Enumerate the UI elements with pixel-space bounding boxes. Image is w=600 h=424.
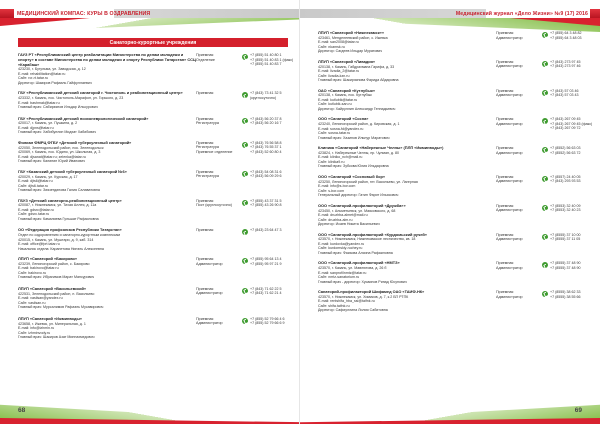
- entry-info: [318, 31, 496, 54]
- entry-role: Приемная: [196, 140, 214, 145]
- entry-name: ООО «Санаторий «Сосновый бор»: [318, 173, 386, 179]
- entry-name: ОАО «Санаторий «Кутлубык»: [318, 87, 375, 93]
- entry-email[interactable]: E-mail: sosna-fd@yandex.ru: [318, 126, 364, 131]
- entry-phones: [242, 228, 290, 251]
- entry-email[interactable]: E-mail: office@fprt.tatar.ru: [18, 242, 60, 247]
- entry-info: [18, 257, 196, 280]
- entry-phones: [242, 53, 294, 85]
- listing-entry: [18, 52, 294, 85]
- entry-line: 420015, г. Казань, ул. Муштари, д. 9, каб. 314: [18, 237, 94, 242]
- listing-entry: [318, 146, 590, 169]
- entry-email[interactable]: E-mail: bakirovo@tatar.ru: [18, 266, 59, 271]
- entry-email[interactable]: E-mail: info@izhmin.ru: [18, 326, 55, 331]
- entry-name: ЛПУП «Санаторий «Васильевский»: [18, 285, 87, 291]
- entry-line: Главный врач: Мурсалимов Рафаэль Мусавирович: [18, 305, 104, 310]
- entry-roles: [196, 257, 242, 280]
- entry-role: Администратор: [496, 265, 523, 270]
- entry-line: Главный врач: Шакиров Азат Миннахмедович: [18, 335, 95, 340]
- entry-line: 423570, г. Казань, ул. Мавлютова, д. 26 б: [318, 266, 387, 271]
- entry-line: Директор: Сафиуллина Лилия Сабитовна: [318, 308, 388, 313]
- entry-info: [318, 60, 496, 83]
- entry-info: [18, 199, 196, 222]
- entry-line: 420017, г. Казань, ул. Пушкина, д. 2: [18, 121, 78, 126]
- entry-phones: [542, 261, 590, 284]
- entry-email[interactable]: E-mail: livadia_2@tatar.ru: [318, 69, 360, 74]
- entry-roles: [196, 228, 242, 251]
- entry-role: Приемное отделение: [196, 149, 233, 154]
- phone-icon: [242, 142, 248, 148]
- entry-email[interactable]: E-mail: kutlubik@tatar.ru: [318, 97, 358, 102]
- entry-roles: [496, 89, 542, 112]
- entry-phone[interactable]: +7 (8555) 37 10 00: [550, 232, 581, 237]
- entry-line: Главный врач - директор: Хусаинов Ринад Юсупович: [318, 279, 407, 284]
- entry-email[interactable]: E-mail: druzhba-almet@mail.ru: [318, 213, 368, 218]
- entry-phone[interactable]: +7 (843) 273 97 46: [550, 64, 581, 69]
- listing-entry: [318, 116, 593, 140]
- entry-website[interactable]: Сайт: nkamsk.ru: [318, 44, 345, 49]
- entry-phone[interactable]: +7 (855) 95 64 13 4: [250, 257, 282, 262]
- entry-role: Приемная: [496, 174, 514, 179]
- phone-icon: [542, 234, 548, 240]
- entry-phones: [242, 257, 290, 280]
- entry-line: 420029, г. Казань, ул. Курская, д. 17: [18, 174, 78, 179]
- entry-roles: [496, 290, 542, 313]
- entry-phone[interactable]: +7 (855) 64 3 48 03: [550, 35, 582, 40]
- entry-phone[interactable]: +7 (855) 52 79 66 6 9: [250, 321, 285, 326]
- entry-phone[interactable]: +7 (855) 43 26 90 8: [250, 203, 282, 208]
- left-header-title: МЕДИЦИНСКИЙ КОМПАС: КУРЫ В ОЗДРАВЛЕНИЯ: [17, 10, 151, 17]
- entry-role: Приемная: [196, 316, 214, 321]
- entry-role: Администратор: [496, 294, 523, 299]
- entry-email[interactable]: E-mail: sanprofilnmtz@tatar.ru: [318, 270, 367, 275]
- entry-line: 422531, Зеленодольский район, п. Васильево: [18, 291, 95, 296]
- entry-phones: [542, 204, 590, 227]
- entry-roles: [496, 204, 542, 227]
- entry-phone[interactable]: +7 (8555) 37 11 05: [550, 237, 581, 242]
- entry-role: Администратор: [496, 64, 523, 69]
- entry-roles: [196, 117, 242, 135]
- right-entries-list: [318, 30, 593, 313]
- entry-role: Администратор: [496, 208, 523, 213]
- entry-line: Главный врач: Шакирзянова Фарида Айдаровна: [318, 78, 399, 83]
- entry-roles: [496, 31, 542, 54]
- listing-entry: [18, 199, 290, 222]
- entry-role: Приемная: [196, 257, 214, 262]
- entry-line: 423240, Лениногорский район, д. Кировская, д. 1: [318, 122, 400, 127]
- entry-phone[interactable]: +7 (843) 52 60 80 4: [250, 149, 282, 154]
- entry-info: [18, 317, 196, 340]
- entry-info: [318, 290, 496, 313]
- phone-icon: [542, 90, 548, 96]
- entry-email[interactable]: E-mail: rentshifa_hba_ssi@taifnk.ru: [318, 299, 375, 304]
- entry-phones: [542, 60, 590, 83]
- entry-website[interactable]: Сайт: druzhba-alm.ru: [318, 217, 353, 222]
- entry-email[interactable]: E-mail: bashmak@tatar.ru: [18, 100, 60, 105]
- entry-role: Администратор: [496, 179, 523, 184]
- entry-line: Главный врач: Камалиева Гульшат Рафаиловна: [18, 216, 99, 221]
- entry-phone[interactable]: +7 (855) 95 97 21 9: [250, 261, 282, 266]
- entry-website[interactable]: Сайт: nmtz-sanatorium.ru: [318, 275, 360, 280]
- entry-phone[interactable]: +7 (843) 267 09 45 (факс): [550, 121, 593, 126]
- entry-line: Директор: Хайруллин Александр Геннадьевич: [318, 106, 396, 111]
- entry-phones: [542, 175, 590, 198]
- entry-phone[interactable]: +7 (8555) 38 62 33: [550, 290, 581, 295]
- entry-roles: [496, 175, 542, 198]
- entry-role: Приемная: [196, 286, 214, 291]
- entry-website[interactable]: Сайт: rcr-rt.tatar.ru: [18, 76, 49, 81]
- entry-name: ОО «Федерация профсоюзов Республики Татарстан»: [18, 227, 122, 233]
- listing-entry: [318, 233, 590, 256]
- entry-role: Регистратура: [196, 121, 219, 126]
- entry-role: Администратор: [196, 321, 223, 326]
- entry-phone[interactable]: (круглосуточно): [250, 95, 277, 100]
- entry-phone[interactable]: +7 (843) 71 62 21 4: [250, 291, 282, 296]
- entry-phones: [542, 233, 590, 256]
- entry-phone[interactable]: +7 (843) 23 64 47 3: [250, 228, 282, 233]
- entry-phone[interactable]: +7 (843) 56 09 29 6: [250, 174, 282, 179]
- entry-phone[interactable]: +7 (843) 76 56 58 8: [250, 140, 282, 145]
- entry-line: Главный врач: Калинин Юрий Иванович: [18, 159, 86, 164]
- entry-info: [318, 146, 496, 169]
- entry-role: Приемная: [496, 203, 514, 208]
- entry-email[interactable]: E-mail: djpns@tatar.ru: [18, 125, 54, 130]
- entry-name: ЛПУП «Санаторий «Бакирово»: [18, 256, 78, 262]
- entry-info: [18, 228, 196, 251]
- entry-role: Приемная: [196, 91, 214, 96]
- entry-name: ГБУ «Республиканский детский санаторий г. Чистополь и реабилитационный центр»: [18, 90, 183, 96]
- entry-phones: [242, 287, 290, 310]
- entry-line: Главный врач: Зиязетдинова Галия Салаватовна: [18, 188, 100, 193]
- entry-phones: [242, 141, 290, 164]
- entry-phone[interactable]: +7 (843) 267 09 45: [550, 117, 581, 122]
- listing-entry: [318, 290, 590, 313]
- entry-line: 420138, г. Казань, пос. Кутлубык: [318, 93, 372, 98]
- entry-email[interactable]: E-mail: djsanat@tatar.ru; zelenka@tatar.ru: [18, 154, 86, 159]
- entry-line: 423461, Менделеевский район, с. Ижевка: [318, 35, 388, 40]
- entry-phone[interactable]: +7 (843) 57 03 43: [550, 93, 579, 98]
- entry-role: Администратор: [496, 35, 523, 40]
- entry-phones: [542, 89, 590, 112]
- entry-phone[interactable]: +7 (855) 43 37 31 5: [250, 198, 282, 203]
- entry-phone[interactable]: +7 (8555) 37 48 90: [550, 265, 581, 270]
- entry-roles: [196, 91, 242, 109]
- entry-role: Администратор: [196, 291, 223, 296]
- phone-icon: [542, 291, 548, 297]
- entry-role: Приемная: [496, 290, 514, 295]
- entry-role: Регистратура: [196, 174, 219, 179]
- entry-line: Главный врач: Зубкова Юлия Ильдаровна: [318, 164, 389, 169]
- entry-role: Приемная: [196, 169, 214, 174]
- section-banner: [18, 38, 288, 47]
- entry-role: Приемная: [496, 31, 514, 35]
- right-page: [300, 0, 600, 424]
- entry-name: Санаторий-профилакторий Шифамед ОАО «ТАИФ-НК»: [318, 289, 425, 295]
- entry-email[interactable]: E-mail: info@s-bor.com: [318, 184, 356, 189]
- entry-website[interactable]: Сайт: gdsrc.tatar.ru: [18, 212, 50, 217]
- entry-role: Приемная: [496, 59, 514, 64]
- entry-website[interactable]: Сайт: izhminvody.ru: [18, 330, 51, 335]
- entry-phones: [242, 117, 290, 135]
- entry-name: ЛПУП «Санаторий «Ижминводы»: [18, 315, 82, 321]
- entry-roles: [496, 60, 542, 83]
- entry-role: Приемная: [496, 261, 514, 266]
- left-entries-list: [18, 52, 294, 340]
- entry-phone[interactable]: +7 (843) 73 41 32 5: [250, 91, 282, 96]
- entry-role: Приемная: [196, 198, 214, 203]
- entry-email[interactable]: E-mail: djts6@tatar.ru: [18, 179, 53, 184]
- entry-line: 423450, г. Альметьевск, ул. Маяковского, д. 68: [318, 208, 396, 213]
- section-title: Санаторно-курортные учреждения: [109, 39, 197, 46]
- entry-name: Филиал ФМРЦ ФГБУ «Детский туберкулезный санаторий»: [18, 139, 132, 145]
- entry-roles: [496, 233, 542, 256]
- entry-role: Приемная: [196, 116, 214, 121]
- entry-roles: [196, 287, 242, 310]
- entry-info: [18, 287, 196, 310]
- entry-phone[interactable]: +7 (843) 273 97 45: [550, 59, 581, 64]
- entry-phone[interactable]: +7 (855) 51 40 80 1: [250, 53, 282, 57]
- phone-icon: [242, 288, 248, 294]
- entry-website[interactable]: Сайт: kutlubik-san.ru: [318, 102, 352, 107]
- entry-phone[interactable]: +7 (843) 293 93 53: [550, 179, 581, 184]
- entry-email[interactable]: E-mail: kliniko_nch@mail.ru: [318, 155, 363, 160]
- entry-phone[interactable]: +7 (855) 51 40 83 7: [250, 62, 282, 66]
- entry-name: ООО «Санаторий «Сосна»: [318, 116, 369, 122]
- entry-line: 423570, г. Нижнекамск, Нижнекамское лесничество, кв. 18: [318, 237, 416, 242]
- phone-icon: [242, 54, 248, 60]
- entry-line: Главный врач: Сабирзянов Ильдар Ильсурович: [18, 105, 98, 110]
- entry-website[interactable]: Сайт: shifa.taifnk.ru: [318, 303, 350, 308]
- listing-entry: [18, 317, 290, 340]
- entry-name: ЛПУП «Санаторий «Нижнекамск»»: [318, 30, 385, 35]
- entry-name: ГАУЗ РТ «Республиканский центр реабилитации Министерства по делам молодежи и спорту» в составе Министерства по делам молодежи и спорту Республики Татарстан» ССЦ «Карабаш»: [18, 52, 196, 67]
- entry-role: Администратор: [496, 150, 523, 155]
- listing-entry: [18, 170, 290, 193]
- entry-phone[interactable]: +7 (843) 56 20 37 8: [250, 116, 282, 121]
- phone-icon: [542, 32, 548, 38]
- entry-phones: [242, 91, 290, 109]
- entry-phones: [542, 290, 590, 313]
- listing-entry: [18, 91, 290, 109]
- entry-phone[interactable]: +7 (843) 76 55 37 1: [250, 145, 282, 150]
- entry-line: Директор: Сагдеев Ильдар Муратович: [318, 49, 383, 54]
- entry-info: [18, 117, 196, 135]
- entry-phone[interactable]: +7 (8553) 32 40 09: [550, 203, 581, 208]
- entry-phone[interactable]: +7 (855) 51 40 83 1 (факс): [250, 57, 294, 62]
- phone-icon: [242, 171, 248, 177]
- entry-roles: [196, 141, 242, 164]
- entry-info: [318, 233, 496, 256]
- entry-role: Приемная: [196, 53, 214, 57]
- entry-info: [18, 53, 196, 85]
- entry-phone[interactable]: +7 (843) 57 03 46: [550, 88, 579, 93]
- left-header-bar: [0, 9, 300, 18]
- phone-icon: [242, 258, 248, 264]
- entry-phone[interactable]: +7 (8555) 38 55 66: [550, 294, 581, 299]
- entry-role: Регистратура: [196, 145, 219, 150]
- entry-phone[interactable]: +7 (843) 56 20 16 7: [250, 121, 282, 126]
- entry-line: Начальник отдела: Карапетова Нинэль Алексеевна: [18, 246, 104, 251]
- entry-name: ЛПУП «Санаторий «Ливадия»: [318, 58, 376, 64]
- entry-phones: [542, 31, 590, 54]
- entry-roles: [496, 261, 542, 284]
- entry-roles: [196, 199, 242, 222]
- entry-line: 423250, Лениногорский район, пгт. Васильево, ул. Лагерная: [318, 179, 418, 184]
- entry-name: Клиника «Санаторий «Набережные Челны» (ПЛП «Ижминводы»): [318, 145, 444, 151]
- entry-info: [18, 91, 196, 109]
- entry-line: Директор: Исаев Никита Васильевич: [318, 222, 380, 227]
- entry-line: Отдел по оздоровлению и санаторно-курортным комплексам: [18, 233, 121, 238]
- listing-entry: [318, 31, 590, 54]
- entry-phones: [542, 146, 590, 169]
- entry-name: ГБУ «Республиканский детский психоневрологический санаторий»: [18, 115, 149, 121]
- entry-roles: [496, 146, 542, 169]
- phone-icon: [242, 92, 248, 98]
- listing-entry: [318, 204, 590, 227]
- entry-role: Администратор: [196, 261, 223, 266]
- entry-info: [318, 175, 496, 198]
- entry-name: ООО «Санаторий-профилакторий «Курдомьский ручей»: [318, 231, 427, 237]
- entry-email[interactable]: E-mail: rehabilitation@tatar.ru: [18, 71, 66, 76]
- phone-icon: [542, 262, 548, 268]
- phone-icon: [542, 176, 548, 182]
- entry-website[interactable]: Сайт: livadia-kzn.ru: [318, 73, 350, 78]
- entry-phone[interactable]: +7 (8557) 24 40 05: [550, 174, 581, 179]
- entry-roles: [196, 170, 242, 193]
- entry-line: 423332, г. Казань, пос. Чистополь-Марафон, ул. Горького, д. 23: [18, 96, 124, 101]
- entry-roles: [196, 53, 242, 85]
- entry-line: Главный врач: Хабибуллин Мидхат Хабибович: [18, 130, 97, 135]
- entry-phone[interactable]: +7 (8555) 37 48 90: [550, 261, 581, 266]
- header-red-accent: [0, 9, 14, 18]
- phone-icon: [542, 205, 548, 211]
- listing-entry: [318, 261, 590, 284]
- entry-info: [318, 261, 496, 284]
- entry-phones: [542, 117, 593, 140]
- page-number: 68: [18, 407, 26, 414]
- entry-phone[interactable]: +7 (8552) 56 63 72: [550, 150, 581, 155]
- entry-role: Приемная: [496, 232, 514, 237]
- entry-line: 423658, г. Ижевск, ул. Минеральная, д. 1: [18, 321, 86, 326]
- entry-line: Главный врач: Хазипов Ильнур Маратович: [318, 135, 390, 140]
- listing-entry: [318, 175, 590, 198]
- entry-role: Приемная: [496, 88, 514, 93]
- entry-name: ООО «Санаторий-профилакторий «НМТЗ»: [318, 260, 400, 266]
- phone-icon: [242, 318, 248, 324]
- entry-line: 420138, г. Казань, Габдрахмана Гарифа, д. 33: [318, 64, 395, 69]
- entry-email[interactable]: E-mail: gdsrc@tatar.ru: [18, 207, 54, 212]
- entry-website[interactable]: Сайт: sosna-tatar.ru: [318, 131, 351, 136]
- entry-website[interactable]: Сайт: s-bor.com: [318, 188, 345, 193]
- entry-role: Пост (круглосуточно): [196, 203, 233, 208]
- listing-entry: [18, 228, 290, 251]
- entry-role: Приемная: [496, 146, 514, 151]
- entry-role: Администратор: [496, 93, 523, 98]
- entry-line: 422050, Зеленодольский район, пос. Зеленодольск: [18, 145, 104, 150]
- phone-icon: [542, 147, 548, 153]
- entry-line: 423230, г. Бугульма, ул. Заводская, д. 12: [18, 67, 86, 72]
- entry-name: ГБУ «Казанский детский туберкулезный санаторий №6»: [18, 168, 127, 174]
- entry-role: Отделение: [196, 57, 215, 62]
- entry-website[interactable]: Сайт: kurdomskiy-ruchey.ru: [318, 246, 363, 251]
- entry-info: [318, 204, 496, 227]
- phone-icon: [542, 118, 548, 124]
- entry-role: Приемная: [196, 228, 214, 233]
- entry-phone[interactable]: +7 (8553) 32 40 23: [550, 208, 581, 213]
- listing-entry: [18, 257, 290, 280]
- entry-phone[interactable]: +7 (843) 267 09 72: [550, 126, 581, 131]
- entry-phone[interactable]: +7 (843) 71 62 22 5: [250, 286, 282, 291]
- page-number: 69: [574, 407, 582, 414]
- entry-email[interactable]: E-mail: kurdovka@yandex.ru: [318, 241, 365, 246]
- entry-phone[interactable]: +7 (855) 64 3 48 82: [550, 31, 582, 35]
- entry-line: 420087, г. Нижнекамск, ул. Тихая Аллея, д. 11а: [18, 203, 97, 208]
- entry-line: Главный врач: Ибрагимов Марат Мансурович: [18, 275, 95, 280]
- listing-entry: [18, 141, 290, 164]
- entry-info: [18, 141, 196, 164]
- entry-name: ГБУЗ «Детский санаторно-реабилитационный центр»: [18, 197, 122, 203]
- entry-website[interactable]: Сайт: bakirovo.ru: [18, 270, 47, 275]
- entry-line: Главный врач: Фаизова Алсина Рафаиловна: [318, 250, 393, 255]
- entry-roles: [196, 317, 242, 340]
- entry-line: 420069, г. Казань, пос. Юдино, ул. Школьная, д. 3: [18, 150, 101, 155]
- entry-info: [318, 117, 496, 140]
- entry-phones: [242, 170, 290, 193]
- entry-website[interactable]: Сайт: vasilsan.ru: [18, 300, 46, 305]
- entry-role: Приемная: [496, 117, 514, 122]
- entry-phones: [242, 317, 290, 340]
- right-header-title: Медицинский журнал «Дело Жизни» №9 (17) 2016: [455, 10, 588, 17]
- entry-phone[interactable]: +7 (855) 52 79 66 4 6: [250, 316, 285, 321]
- entry-info: [18, 170, 196, 193]
- listing-entry: [318, 89, 590, 112]
- entry-role: Администратор: [496, 121, 523, 126]
- entry-line: Директор: Шакиров Рафаэль Гайфуллаевич: [18, 80, 92, 85]
- entry-name: ООО «Санаторий-профилакторий «Дружба»»: [318, 202, 406, 208]
- entry-line: 423570, г. Нижнекамск, ул. Химиков, д. 7, к.2 БП РТПК: [318, 294, 409, 299]
- entry-website[interactable]: Сайт: djts6.tatar.ru: [18, 183, 49, 188]
- entry-phones: [242, 199, 290, 222]
- entry-info: [318, 89, 496, 112]
- entry-line: 423824, г. Набережные Челны, пр. Чулман, д. 80: [318, 150, 400, 155]
- phone-icon: [242, 118, 248, 124]
- listing-entry: [18, 287, 290, 310]
- entry-role: Администратор: [496, 237, 523, 242]
- entry-line: 423239, Лениногорский район, с. Бакирово: [18, 261, 90, 266]
- listing-entry: [318, 60, 590, 83]
- phone-icon: [242, 200, 248, 206]
- entry-website[interactable]: Сайт: klinika9.ru: [318, 159, 345, 164]
- phone-icon: [542, 61, 548, 67]
- header-red-accent: [590, 9, 600, 18]
- phone-icon: [242, 229, 248, 235]
- entry-phone[interactable]: +7 (843) 54 08 31 6: [250, 169, 282, 174]
- listing-entry: [18, 117, 290, 135]
- entry-email[interactable]: E-mail: san2008@tatar.ru: [318, 40, 359, 45]
- entry-email[interactable]: E-mail: vasilsan@yandex.ru: [18, 296, 63, 301]
- entry-line: Генеральный директор: Гатин Фарит Ильясович: [318, 193, 399, 198]
- entry-roles: [496, 117, 542, 140]
- entry-phone[interactable]: +7 (8552) 56 63 03: [550, 146, 581, 151]
- right-header-bar: [300, 9, 600, 18]
